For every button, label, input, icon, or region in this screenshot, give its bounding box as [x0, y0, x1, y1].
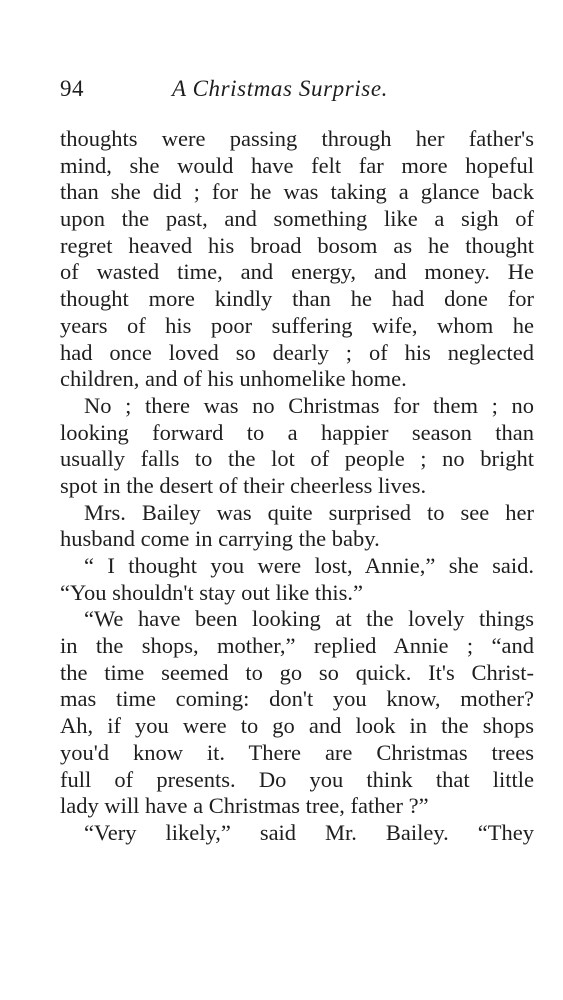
- paragraph-first-line: Mrs. Bailey was quite surprised to see her: [84, 499, 534, 525]
- text-line: in the shops, mother,” replied Annie ; “and: [60, 633, 534, 659]
- text-line: “You shouldn't stay out like this.”: [60, 579, 364, 605]
- text-line: thoughts were passing through her father's: [60, 126, 534, 151]
- text-line: husband come in carrying the baby.: [60, 526, 380, 552]
- paragraph-first-line: “Very likely,” said Mr. Bailey. “They: [84, 819, 534, 845]
- paragraph-first-line: No ; there was no Christmas for them ; no: [84, 392, 534, 418]
- text-line: the time seemed to go so quick. It's Christ-: [60, 659, 534, 685]
- text-line: usually falls to the lot of people ; no bright: [60, 446, 534, 472]
- text-line: looking forward to a happier season than: [60, 419, 534, 445]
- text-line: mas time coming: don't you know, mother?: [60, 686, 534, 712]
- text-line: thought more kindly than he had done for: [60, 286, 534, 312]
- text-line: children, and of his unhomelike home.: [60, 366, 407, 392]
- text-line: regret heaved his broad bosom as he thought: [60, 232, 534, 258]
- text-line: mind, she would have felt far more hopeful: [60, 152, 534, 178]
- text-line: Ah, if you were to go and look in the shops: [60, 713, 534, 739]
- running-title: A Christmas Surprise.: [172, 76, 389, 101]
- text-line: spot in the desert of their cheerless lives.: [60, 472, 427, 498]
- page-header: [60, 76, 534, 112]
- page-number: 94: [60, 76, 84, 101]
- text-line: lady will have a Christmas tree, father ?”: [60, 793, 429, 819]
- paragraph-first-line: “ I thought you were lost, Annie,” she said.: [84, 553, 534, 578]
- text-line: than she did ; for he was taking a glance back: [60, 179, 534, 205]
- body-text: [60, 126, 534, 847]
- text-line: had once loved so dearly ; of his neglected: [60, 339, 534, 365]
- text-line: upon the past, and something like a sigh of: [60, 206, 534, 232]
- text-line: years of his poor suffering wife, whom he: [60, 312, 534, 338]
- text-line: you'd know it. There are Christmas trees: [60, 739, 534, 765]
- text-line: of wasted time, and energy, and money. He: [60, 259, 534, 285]
- paragraph-first-line: “We have been looking at the lovely things: [84, 606, 534, 632]
- text-line: full of presents. Do you think that little: [60, 766, 534, 792]
